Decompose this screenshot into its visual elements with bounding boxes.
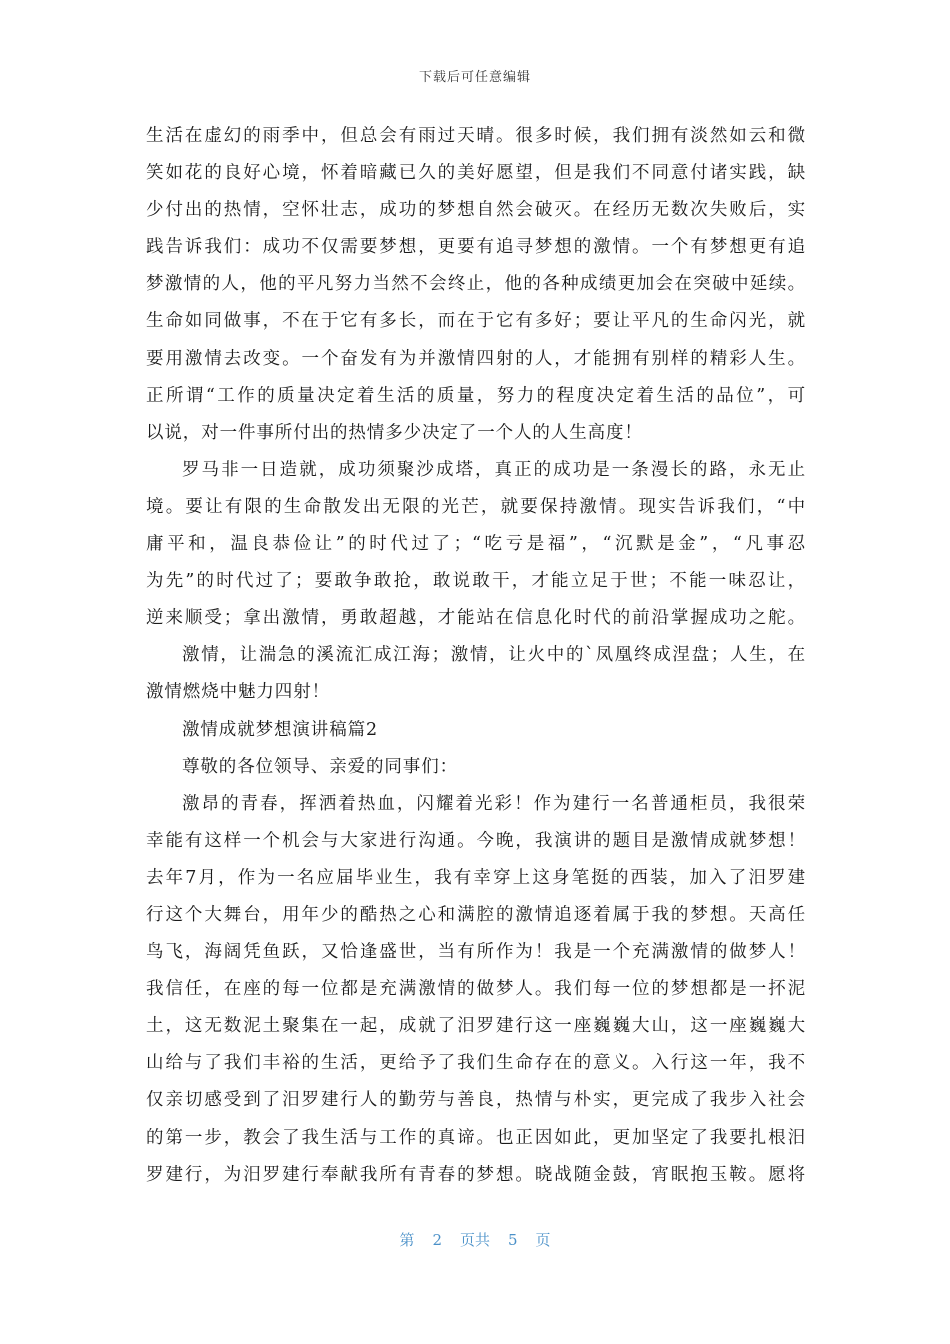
text-line: 笑如花的良好心境，怀着暗藏已久的美好愿望，但是我们不同意付诸实践，缺 (146, 163, 806, 184)
text-line: 梦激情的人，他的平凡努力当然不会终止，他的各种成绩更加会在突破中延续。 (146, 274, 806, 295)
text-line: 生命如同做事，不在于它有多长，而在于它有多好；要让平凡的生命闪光，就 (146, 311, 806, 332)
text-line: 激情，让湍急的溪流汇成江海；激情，让火中的`凤凰终成涅盘；人生，在 (182, 645, 806, 666)
footer-prefix: 第 (399, 1231, 415, 1249)
text-line: 去年7月，作为一名应届毕业生，我有幸穿上这身笔挺的西装，加入了汨罗建 (146, 867, 806, 888)
text-line: 以说，对一件事所付出的热情多少决定了一个人的人生高度！ (146, 422, 643, 443)
text-line: 尊敬的各位领导、亲爱的同事们： (182, 756, 458, 777)
text-line: 山给与了我们丰裕的生活，更给予了我们生命存在的意义。入行这一年，我不 (146, 1053, 806, 1074)
footer-page-number: 2 (432, 1231, 442, 1249)
document-body (146, 118, 806, 1194)
page-footer (0, 1229, 950, 1250)
text-line: 激昂的青春，挥洒着热血，闪耀着光彩！作为建行一名普通柜员，我很荣 (182, 793, 806, 814)
text-line: 逆来顺受；拿出激情，勇敢超越，才能站在信息化时代的前沿掌握成功之舵。 (146, 608, 806, 629)
text-line: 生活在虚幻的雨季中，但总会有雨过天晴。很多时候，我们拥有淡然如云和微 (146, 126, 806, 146)
text-line: 少付出的热情，空怀壮志，成功的梦想自然会破灭。在经历无数次失败后，实 (146, 200, 806, 221)
text-line: 境。要让有限的生命散发出无限的光芒，就要保持激情。现实告诉我们，“中 (146, 496, 806, 517)
text-line: 我信任，在座的每一位都是充满激情的做梦人。我们每一位的梦想都是一抔泥 (146, 979, 806, 1000)
text-line: 践告诉我们：成功不仅需要梦想，更要有追寻梦想的激情。一个有梦想更有追 (146, 237, 806, 258)
text-line: 正所谓“工作的质量决定着生活的质量，努力的程度决定着生活的品位”，可 (146, 385, 806, 406)
text-line: 激情成就梦想演讲稿篇2 (182, 719, 379, 740)
text-line: 仅亲切感受到了汨罗建行人的勤劳与善良，热情与朴实，更完成了我步入社会 (146, 1090, 806, 1111)
footer-suffix: 页 (535, 1231, 551, 1249)
text-line: 罗建行，为汨罗建行奉献我所有青春的梦想。晓战随金鼓，宵眠抱玉鞍。愿将 (146, 1164, 806, 1185)
text-line: 庸平和，温良恭俭让”的时代过了；“吃亏是福”，“沉默是金”，“凡事忍 (146, 534, 806, 555)
text-line: 行这个大舞台，用年少的酷热之心和满腔的激情追逐着属于我的梦想。天高任 (146, 904, 806, 925)
text-line: 激情燃烧中魅力四射！ (146, 682, 330, 703)
footer-middle: 页共 (459, 1231, 490, 1249)
text-line: 幸能有这样一个机会与大家进行沟通。今晚，我演讲的题目是激情成就梦想！ (146, 830, 806, 851)
text-line: 罗马非一日造就，成功须聚沙成塔，真正的成功是一条漫长的路，永无止 (182, 459, 806, 480)
text-line: 为先”的时代过了；要敢争敢抢，敢说敢干，才能立足于世；不能一味忍让， (146, 571, 806, 592)
text-line: 的第一步，教会了我生活与工作的真谛。也正因如此，更加坚定了我要扎根汨 (146, 1127, 806, 1148)
text-line: 土，这无数泥土聚集在一起，成就了汨罗建行这一座巍巍大山，这一座巍巍大 (146, 1016, 806, 1037)
footer-total-pages: 5 (508, 1231, 518, 1249)
text-line: 要用激情去改变。一个奋发有为并激情四射的人，才能拥有别样的精彩人生。 (146, 348, 806, 369)
text-line: 鸟飞，海阔凭鱼跃，又恰逢盛世，当有所作为！我是一个充满激情的做梦人！ (146, 942, 806, 963)
header-note: 下载后可任意编辑 (418, 70, 531, 85)
